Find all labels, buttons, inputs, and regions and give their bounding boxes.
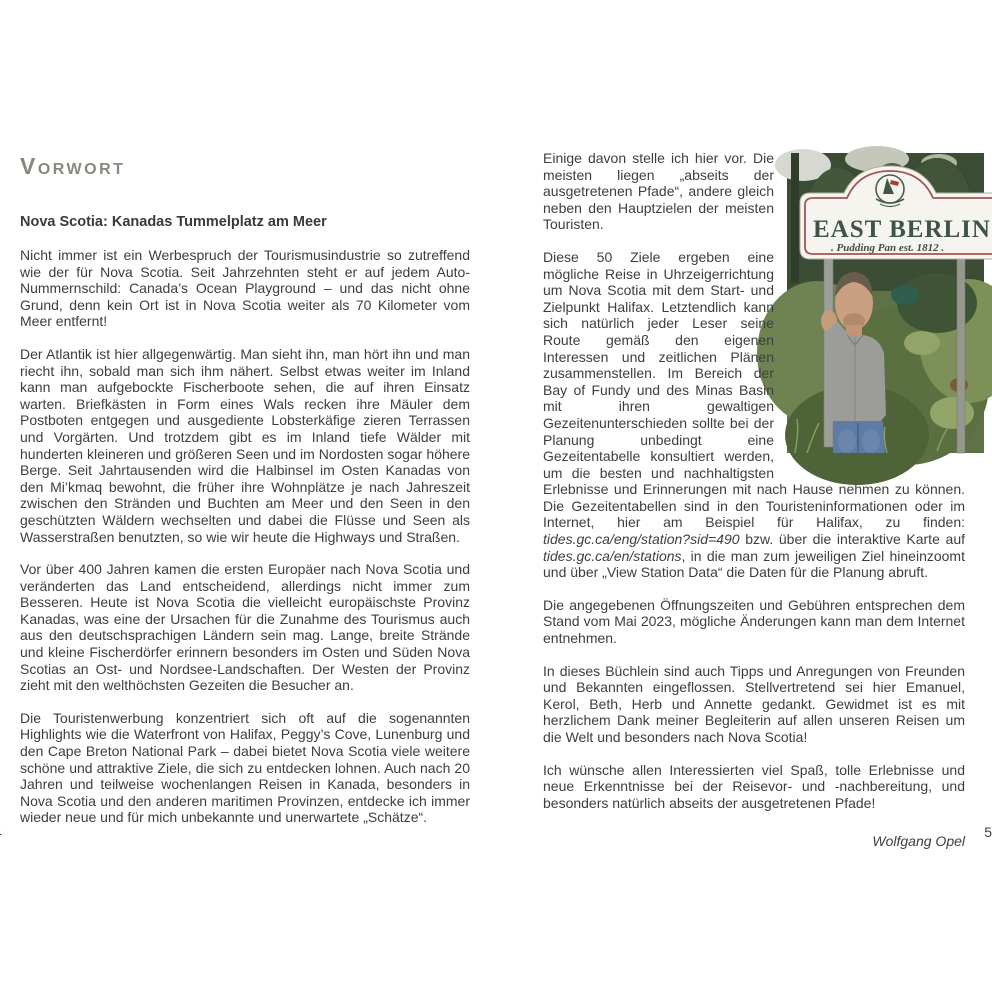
paragraph-atlantic: Der Atlantik ist hier allgegenwärtig. Man sieht ihn, man hört ihn und man riecht ihn, sobald man sich ihm nähert. Selbst etwas weiter im Inland kann man aufgebockte Fischerboote sehen, die auf ihren Einsatz warten. Briefkästen in Form eines Wals recken ihre Mäuler dem Postboten entgegen und ausgediente Lobsterkäfige zieren Terrassen und Vorgärten. Und trotzdem gibt es im Inland tiefe Wälder mit hunderten kleineren und größeren Seen und im Nordosten sogar höhere Berge. Seit Jahrtausenden wird die Halbinsel im Osten Kanadas von den Mi’kmaq bewohnt, die früher ihre Wohnplätze je nach Jahreszeit zwischen den Stränden und Buchten am Meer und den Seen in den geschützten Wäldern wechselten und dabei die Flüsse und Seen als Wasserstraßen benutzten, so wie wir heute die Highways und Straßen. (20, 345, 470, 545)
sign-title-text: EAST BERLIN (813, 216, 991, 243)
photo-illustration (787, 153, 991, 453)
left-page (20, 150, 470, 842)
right-page (543, 150, 991, 863)
route-text-1: Diese 50 Ziele ergeben eine mögliche Reise in Uhrzeigerrichtung um Nova Scotia mit dem Start- und Zielpunkt Halifax. Letztendlich kann sich natürlich jeder Leser seine Route gemäß den eigenen Interessen und zeitlichen Plänen zusammenstellen. Im Bereich der Bay of Fundy und des Minas Basin mit ihren gewaltigen Gezeitenunterschieden sollte bei der Planung unbedingt eine Gezeitentabelle konsultiert werden, um die besten und nachhaltigsten Erlebnisse und Erinnerungen mit nach Hause nehmen zu können. Die Gezeitentabellen sind in den Touristeninformationen oder im Internet, hier am Beispiel für Halifax, zu finden: (543, 248, 965, 531)
page-number-left (0, 824, 2, 840)
paragraph-hours: Die angegebenen Öffnungszeiten und Gebühren entsprechen dem Stand vom Mai 2023, mögliche Änderungen kann man dem Internet entnehmen. (543, 596, 965, 647)
route-text-2: bzw. über die interaktive Karte auf (739, 531, 965, 548)
author-signature: Wolfgang Opel (872, 833, 965, 850)
route-text-3: , in die man zum jeweiligen Ziel hineinzoomt und über „View Station Data“ die Daten für die Planung abruft. (543, 547, 965, 581)
tides-url-1: tides.gc.ca/eng/station?sid=490 (543, 531, 740, 548)
paragraph-thanks: In dieses Büchlein sind auch Tipps und Anregungen von Freunden und Bekannten eingeflossen. Stellvertretend sei hier Emanuel, Kerol, Beth, Herb und Annette gedankt. Gewidmet ist es mit herzlichem Dank meiner Begleiterin auf allen unseren Reisen um die Welt und besonders nach Nova Scotia! (543, 662, 965, 745)
paragraph-history: Vor über 400 Jahren kamen die ersten Europäer nach Nova Scotia und veränderten das Land entscheidend, allerdings nicht immer zum Besseren. Heute ist Nova Scotia die vielleicht europäischste Provinz Kanadas, was eine der Ursachen für die Zunahme des Tourismus auch aus den deutschsprachigen Ländern sein mag. Lange, breite Strände und kleine Fischerdörfer erinnern besonders im Osten und Süden Nova Scotias an Ost- und Nordsee-Landschaften. Der Westen der Provinz zieht mit den welthöchsten Gezeiten die Besucher an. (20, 561, 470, 694)
chapter-title: Vorwort (20, 153, 126, 179)
paragraph-wish: Ich wünsche allen Interessierten viel Spaß, tolle Erlebnisse und neue Erkenntnisse bei der Reisevor- und -nachbereitung, und besonders natürlich abseits der ausgetretenen Pfade! (543, 761, 965, 811)
sign-subtitle-text: . Pudding Pan est. 1812 . (831, 242, 945, 254)
section-heading: Nova Scotia: Kanadas Tummelplatz am Meer (20, 214, 327, 230)
photo-east-berlin-sign (787, 153, 991, 453)
paragraph-slogan: Nicht immer ist ein Werbespruch der Tourismusindustrie so zutreffend wie der für Nova Scotia. Seit Jahrzehnten steht er auf jedem Auto-Nummernschild: Canada’s Ocean Playground – und das nicht ohne Grund, denn kein Ort ist in Nova Scotia weiter als 70 Kilometer vom Meer entfernt! (20, 247, 470, 330)
tides-url-2: tides.gc.ca/en/stations (543, 547, 682, 564)
paragraph-highlights: Die Touristenwerbung konzentriert sich oft auf die sogenannten Highlights wie die Waterfront von Halifax, Peggy’s Cove, Lunenburg und den Cape Breton National Park – dabei bietet Nova Scotia viele weitere schöne und attraktive Ziele, die sich zu entdecken lohnen. Auch nach 20 Jahren und teilweise wochenlangen Reisen in Kanada, besonders in Nova Scotia und den anderen maritimen Provinzen, entdecke ich immer wieder neue und für mich unbekannte und unerwartete „Schätze“. (20, 709, 470, 826)
page-number-right: 5 (984, 824, 992, 840)
paragraph-intro: Einige davon stelle ich hier vor. Die meisten liegen „abseits der ausgetretenen Pfade“, andere gleich neben den Hauptzielen der meisten Touristen. (543, 150, 774, 233)
